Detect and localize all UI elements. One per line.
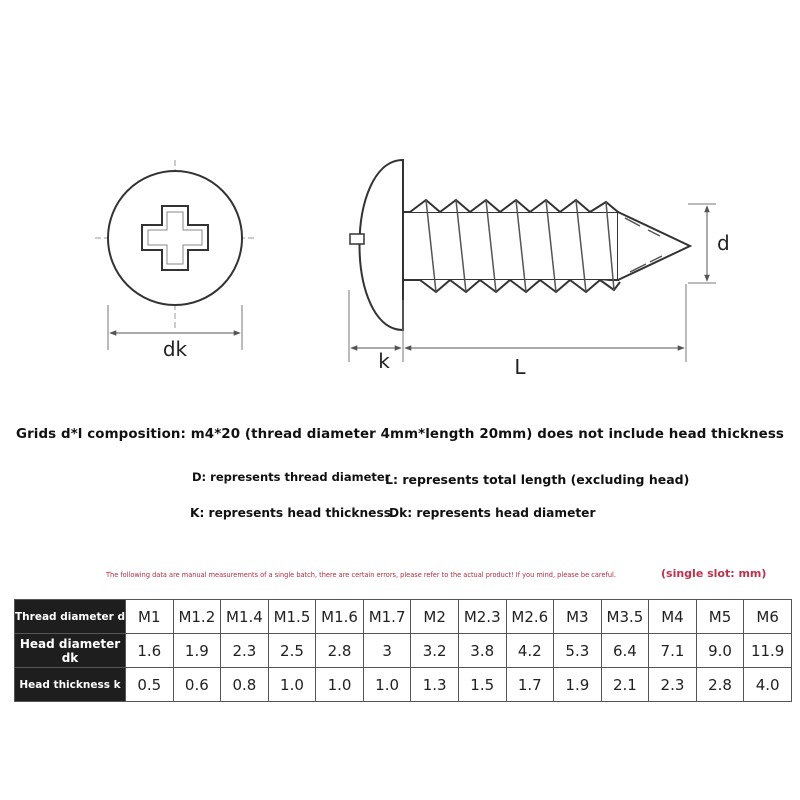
unit-note: (single slot: mm) — [661, 567, 767, 580]
table-cell: 6.4 — [601, 634, 649, 668]
table-cell: 1.0 — [268, 668, 316, 702]
table-cell: 1.0 — [316, 668, 364, 702]
row-header: Head thickness k — [15, 668, 126, 702]
table-cell: M3 — [554, 600, 602, 634]
table-cell: 2.3 — [649, 668, 697, 702]
table-cell: 2.8 — [696, 668, 744, 702]
definition-l: L: represents total length (excluding head) — [385, 472, 690, 487]
table-cell: M1.7 — [363, 600, 411, 634]
table-cell: M2.3 — [458, 600, 506, 634]
table-cell: 1.3 — [411, 668, 459, 702]
spec-table — [14, 599, 792, 702]
shank — [403, 212, 618, 280]
table-cell: M1.4 — [221, 600, 269, 634]
screw-side-view — [349, 160, 730, 379]
table-cell: 5.3 — [554, 634, 602, 668]
table-cell: 1.7 — [506, 668, 554, 702]
table-cell: 3.8 — [458, 634, 506, 668]
table-row-head-thickness — [15, 668, 792, 702]
table-row-head-diameter — [15, 634, 792, 668]
table-cell: 1.6 — [126, 634, 174, 668]
disclaimer-note: The following data are manual measurements of a single batch, there are certain errors, please refer to the actual product! If you mind, please be careful. — [106, 571, 616, 579]
row-header: Head diameter dk — [15, 634, 126, 668]
table-cell: M2.6 — [506, 600, 554, 634]
table-cell: 11.9 — [744, 634, 792, 668]
table-cell: 4.0 — [744, 668, 792, 702]
table-cell: 2.5 — [268, 634, 316, 668]
head-recess — [350, 234, 364, 244]
head-top-view — [95, 160, 255, 361]
table-cell: 1.5 — [458, 668, 506, 702]
composition-caption: Grids d*l composition: m4*20 (thread diameter 4mm*length 20mm) does not include head thickness — [16, 427, 784, 442]
table-cell: M5 — [696, 600, 744, 634]
table-cell: M1.5 — [268, 600, 316, 634]
definition-k: K: represents head thickness — [190, 506, 391, 520]
table-cell: 0.5 — [126, 668, 174, 702]
table-cell: 1.0 — [363, 668, 411, 702]
table-cell: 1.9 — [554, 668, 602, 702]
table-cell: M1.6 — [316, 600, 364, 634]
table-cell: 3.2 — [411, 634, 459, 668]
dk-label: dk — [162, 337, 188, 361]
definition-d: D: represents thread diameter — [192, 470, 391, 484]
table-cell: 9.0 — [696, 634, 744, 668]
table-row-thread-diameter — [15, 600, 792, 634]
d-label: d — [717, 231, 730, 255]
l-label: L — [514, 355, 526, 379]
screw-tip — [618, 212, 690, 280]
table-cell: 2.1 — [601, 668, 649, 702]
table-cell: M6 — [744, 600, 792, 634]
table-cell: 3 — [363, 634, 411, 668]
table-cell: M1.2 — [173, 600, 221, 634]
definition-dk: Dk: represents head diameter — [389, 506, 596, 520]
table-cell: M2 — [411, 600, 459, 634]
table-cell: 1.9 — [173, 634, 221, 668]
k-label: k — [378, 349, 390, 373]
table-cell: M3.5 — [601, 600, 649, 634]
table-cell: 0.8 — [221, 668, 269, 702]
table-cell: M4 — [649, 600, 697, 634]
table-cell: 2.8 — [316, 634, 364, 668]
table-cell: 2.3 — [221, 634, 269, 668]
pan-head-profile — [360, 160, 404, 330]
table-cell: 4.2 — [506, 634, 554, 668]
table-cell: 0.6 — [173, 668, 221, 702]
table-cell: M1 — [126, 600, 174, 634]
table-cell: 7.1 — [649, 634, 697, 668]
row-header: Thread diameter d — [15, 600, 126, 634]
